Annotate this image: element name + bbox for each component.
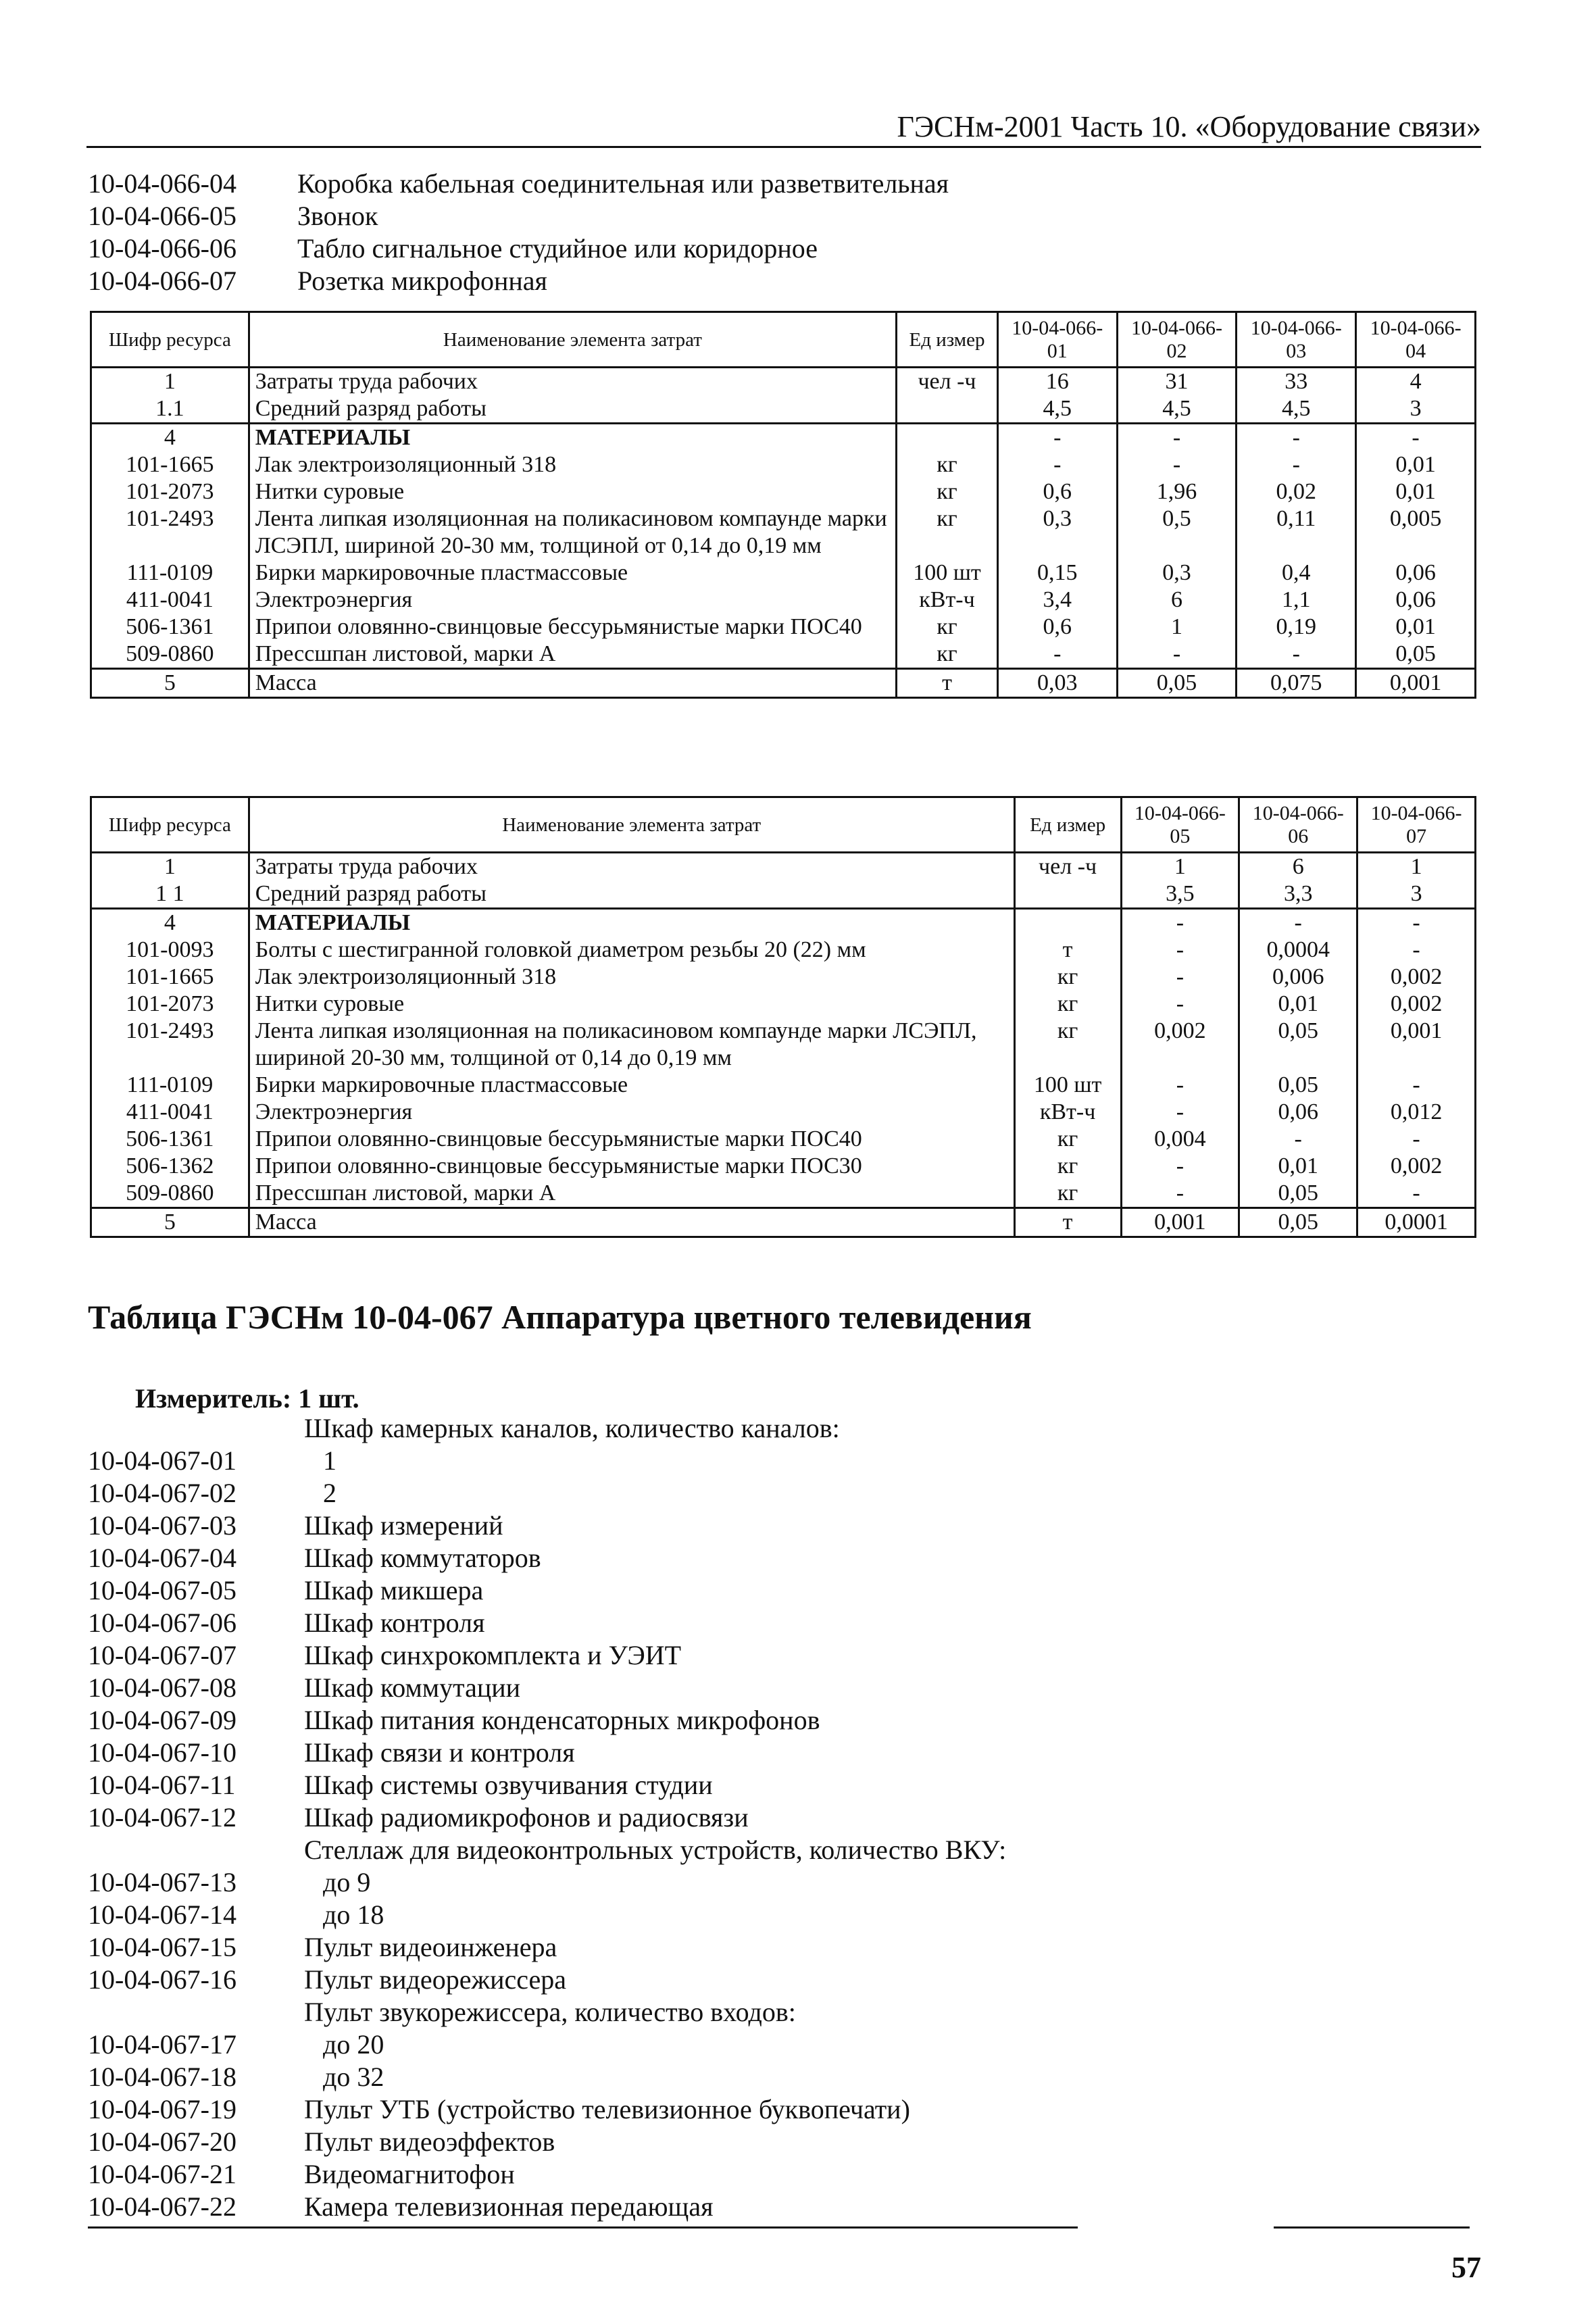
item-name: Видеомагнитофон [304,2159,515,2189]
item-name: Пульт УТБ (устройство телевизионное буквопечати) [304,2094,910,2124]
cell-unit: кг [897,641,998,669]
table-row [91,614,1476,641]
item-name: 1 [323,1445,336,1476]
cell-value: 0,03 [997,669,1117,698]
cell-code: 4 [91,909,249,937]
cell-value: - [997,641,1117,669]
table-row [91,880,1476,909]
item-code: 10-04-067-17 [88,2029,236,2060]
cell-name: МАТЕРИАЛЫ [249,424,896,452]
resource-table-2 [90,796,1476,1238]
cell-value: - [1357,909,1476,937]
column-header-code: Шифр ресурса [91,797,249,853]
cell-value: 1 [1121,853,1239,881]
cell-value: 4,5 [997,395,1117,424]
item-code [88,1412,304,1445]
cell-value: 6 [1117,587,1237,614]
cell-code: 506-1362 [91,1153,249,1180]
cell-unit: кг [897,505,998,559]
column-header-unit: Ед измер [1014,797,1121,853]
cell-code: 101-1665 [91,964,249,991]
cell-unit: кг [1014,1153,1121,1180]
table-row [91,991,1476,1018]
cell-value: - [1356,424,1476,452]
item-name: Шкаф измерений [304,1510,503,1541]
cell-code: 111-0109 [91,1072,249,1099]
cell-value: - [1357,937,1476,964]
cell-value: 1,1 [1237,587,1356,614]
cell-value: 0,02 [1237,478,1356,505]
cell-value: 0,01 [1239,991,1357,1018]
cell-code: 1.1 [91,395,249,424]
cell-value: 0,05 [1239,1072,1357,1099]
cell-unit [897,424,998,452]
section-meter: Измеритель: 1 шт. [135,1383,359,1414]
item-code: 10-04-066-05 [88,201,236,231]
column-header-norm: 10-04-066-04 [1356,312,1476,368]
cell-code: 1 1 [91,880,249,909]
item-name: Звонок [297,201,378,231]
list-item [88,1412,1006,1445]
item-code: 10-04-067-14 [88,1899,236,1930]
table-row [91,1018,1476,1072]
item-code: 10-04-067-16 [88,1964,236,1995]
table-row [91,937,1476,964]
cell-name: Средний разряд работы [249,395,896,424]
item-code: 10-04-067-05 [88,1575,236,1605]
item-name: Шкаф синхрокомплекта и УЭИТ [304,1640,682,1670]
cell-name: Масса [249,669,896,698]
list-item [88,2158,1006,2191]
cell-value: 16 [997,368,1117,396]
cell-code: 101-2493 [91,505,249,559]
cell-unit: кг [897,451,998,478]
cell-code: 509-0860 [91,641,249,669]
cell-value: 0,05 [1117,669,1237,698]
cell-value: 1,96 [1117,478,1237,505]
page-header-title: ГЭСНм-2001 Часть 10. «Оборудование связи» [897,110,1481,143]
item-name: Шкаф коммутаторов [304,1543,541,1573]
cell-value: 0,001 [1121,1208,1239,1237]
cell-name: Электроэнергия [249,1099,1014,1126]
cell-code: 411-0041 [91,1099,249,1126]
table-row [91,587,1476,614]
cell-unit: кг [1014,964,1121,991]
cell-code: 5 [91,1208,249,1237]
cell-value: 0,06 [1356,587,1476,614]
cell-code: 411-0041 [91,587,249,614]
item-name: до 32 [323,2062,384,2092]
cell-value: 0,001 [1357,1018,1476,1072]
cell-unit: 100 шт [1014,1072,1121,1099]
cell-unit: чел -ч [897,368,998,396]
cell-value: 0,5 [1117,505,1237,559]
cell-name: Припои оловянно-свинцовые бессурьмянистые марки ПОС30 [249,1153,1014,1180]
table-row [91,1180,1476,1208]
cell-unit: кг [1014,1180,1121,1208]
cell-value: 33 [1237,368,1356,396]
item-code: 10-04-067-19 [88,2094,236,2124]
cell-name: Припои оловянно-свинцовые бессурьмянистые марки ПОС40 [249,1126,1014,1153]
list-item [88,1704,1006,1737]
cell-value: - [997,451,1117,478]
item-code: 10-04-067-04 [88,1543,236,1573]
cell-value: 0,6 [997,478,1117,505]
cell-name: Средний разряд работы [249,880,1014,909]
cell-name: Лента липкая изоляционная на поликасиновом компаунде марки ЛСЭПЛ, шириной 20-30 мм, толщиной от 0,14 до 0,19 мм [249,505,896,559]
cell-value: - [1239,1126,1357,1153]
item-code: 10-04-067-01 [88,1445,236,1476]
cell-code: 101-0093 [91,937,249,964]
cell-value: - [1357,1126,1476,1153]
cell-name: Масса [249,1208,1014,1237]
cell-value: - [1239,909,1357,937]
table-row [91,505,1476,559]
table-row [91,669,1476,698]
cell-code: 101-2073 [91,991,249,1018]
column-header-unit: Ед измер [897,312,998,368]
item-code: 10-04-067-18 [88,2062,236,2092]
list-item [88,1801,1006,1834]
cell-name: Прессшпан листовой, марки А [249,1180,1014,1208]
item-name: Пульт видеоэффектов [304,2126,555,2157]
cell-value: 4,5 [1117,395,1237,424]
column-header-norm: 10-04-066-03 [1237,312,1356,368]
item-code: 10-04-066-04 [88,168,236,199]
cell-value: 0,004 [1121,1126,1239,1153]
column-header-norm: 10-04-066-02 [1117,312,1237,368]
list-item [88,2191,1006,2223]
cell-value: 6 [1239,853,1357,881]
cell-value: - [1117,641,1237,669]
item-name: Шкаф контроля [304,1608,485,1638]
item-name: Коробка кабельная соединительная или разветвительная [297,168,949,199]
cell-value: 0,0004 [1239,937,1357,964]
cell-unit: чел -ч [1014,853,1121,881]
list-item [88,1834,1006,1866]
cell-name: Лак электроизоляционный 318 [249,964,1014,991]
list-item [88,2126,1006,2158]
cell-code: 101-2493 [91,1018,249,1072]
table-row [91,1208,1476,1237]
table-row [91,964,1476,991]
cell-value: 31 [1117,368,1237,396]
list-item [88,1672,1006,1704]
cell-code: 1 [91,853,249,881]
item-name: Шкаф камерных каналов, количество каналов: [304,1413,840,1443]
cell-code: 1 [91,368,249,396]
cell-name: Лента липкая изоляционная на поликасиновом компаунде марки ЛСЭПЛ, шириной 20-30 мм, толщиной от 0,14 до 0,19 мм [249,1018,1014,1072]
cell-value: 0,001 [1356,669,1476,698]
item-name: Шкаф коммутации [304,1672,521,1703]
cell-value: 0,19 [1237,614,1356,641]
cell-value: 3 [1356,395,1476,424]
cell-value: 0,075 [1237,669,1356,698]
cell-code: 111-0109 [91,559,249,587]
cell-name: Лак электроизоляционный 318 [249,451,896,478]
cell-unit: кг [897,478,998,505]
table-row [91,1153,1476,1180]
list-item [88,1866,1006,1899]
list-item [88,1899,1006,1931]
table-row [91,1072,1476,1099]
cell-unit: кВт-ч [1014,1099,1121,1126]
cell-value: 0,002 [1357,1153,1476,1180]
cell-value: 0,006 [1239,964,1357,991]
cell-name: Припои оловянно-свинцовые бессурьмянистые марки ПОС40 [249,614,896,641]
cell-value: - [1121,1072,1239,1099]
table-row [91,478,1476,505]
cell-value: 0,05 [1239,1018,1357,1072]
cell-name: Прессшпан листовой, марки А [249,641,896,669]
cell-value: 0,01 [1239,1153,1357,1180]
cell-value: - [997,424,1117,452]
cell-value: - [1117,451,1237,478]
list-item [88,1964,1006,1996]
cell-value: 0,06 [1239,1099,1357,1126]
table-row [91,368,1476,396]
column-header-norm: 10-04-066-06 [1239,797,1357,853]
item-name: Табло сигнальное студийное или коридорное [297,233,818,264]
cell-value: 0,05 [1239,1180,1357,1208]
footer-rule-right [1274,2226,1470,2229]
cell-value: 0,05 [1239,1208,1357,1237]
list-item [88,200,949,232]
table-row [91,853,1476,881]
cell-unit: кг [1014,1126,1121,1153]
section-title: Таблица ГЭСНм 10-04-067 Аппаратура цветного телевидения [88,1298,1032,1336]
item-code: 10-04-067-15 [88,1932,236,1962]
cell-value: 0,002 [1357,964,1476,991]
cell-value: 0,05 [1356,641,1476,669]
page-number: 57 [1451,2251,1481,2284]
cell-value: 0,11 [1237,505,1356,559]
table-row [91,1099,1476,1126]
section-code-list [88,1412,1006,2223]
cell-value: 0,01 [1356,451,1476,478]
cell-name: Затраты труда рабочих [249,853,1014,881]
table-row [91,559,1476,587]
list-item [88,1996,1006,2028]
cell-value: 1 [1117,614,1237,641]
list-item [88,1931,1006,1964]
table-row [91,1126,1476,1153]
cell-value: 0,3 [1117,559,1237,587]
cell-value: 0,0001 [1357,1208,1476,1237]
item-name: до 20 [323,2029,384,2060]
table-row [91,641,1476,669]
column-header-norm: 10-04-066-05 [1121,797,1239,853]
intro-code-list [88,168,949,297]
cell-code: 509-0860 [91,1180,249,1208]
list-item [88,232,949,265]
cell-value: 3,5 [1121,880,1239,909]
item-name: 2 [323,1478,336,1508]
list-item [88,2061,1006,2093]
table-row [91,451,1476,478]
cell-unit [1014,880,1121,909]
cell-value: 3,3 [1239,880,1357,909]
item-code: 10-04-067-10 [88,1737,236,1768]
item-code: 10-04-067-09 [88,1705,236,1735]
resource-table-1 [90,311,1476,699]
cell-code: 5 [91,669,249,698]
column-header-norm: 10-04-066-07 [1357,797,1476,853]
cell-code: 506-1361 [91,614,249,641]
item-name: Розетка микрофонная [297,266,547,296]
list-item [88,1445,1006,1477]
list-item [88,1639,1006,1672]
item-name: Стеллаж для видеоконтрольных устройств, количество ВКУ: [304,1835,1007,1865]
cell-code: 506-1361 [91,1126,249,1153]
list-item [88,1737,1006,1769]
cell-unit: кг [897,614,998,641]
cell-unit: кг [1014,991,1121,1018]
item-name: Камера телевизионная передающая [304,2191,714,2222]
cell-value: 0,005 [1356,505,1476,559]
cell-code: 101-1665 [91,451,249,478]
table-row [91,909,1476,937]
list-item [88,265,949,297]
item-code: 10-04-067-06 [88,1608,236,1638]
cell-code: 4 [91,424,249,452]
list-item [88,1510,1006,1542]
list-item [88,168,949,200]
item-name: Пульт звукорежиссера, количество входов: [304,1997,796,2027]
cell-value: - [1237,641,1356,669]
item-code [88,1834,304,1866]
cell-value: 0,01 [1356,614,1476,641]
cell-value: 0,06 [1356,559,1476,587]
footer-rule-left [88,2226,1078,2229]
cell-value: - [1357,1180,1476,1208]
cell-value: 1 [1357,853,1476,881]
list-item [88,1607,1006,1639]
item-name: Пульт видеоинженера [304,1932,557,1962]
cell-value: - [1357,1072,1476,1099]
cell-value: - [1121,909,1239,937]
cell-value: - [1121,1153,1239,1180]
list-item [88,1574,1006,1607]
table-row [91,424,1476,452]
cell-unit: т [897,669,998,698]
cell-value: - [1237,451,1356,478]
item-name: Шкаф радиомикрофонов и радиосвязи [304,1802,749,1833]
cell-value: 4 [1356,368,1476,396]
cell-name: Бирки маркировочные пластмассовые [249,1072,1014,1099]
cell-value: 0,6 [997,614,1117,641]
cell-unit [1014,909,1121,937]
cell-value: - [1117,424,1237,452]
item-code: 10-04-067-08 [88,1672,236,1703]
cell-name: МАТЕРИАЛЫ [249,909,1014,937]
cell-name: Бирки маркировочные пластмассовые [249,559,896,587]
item-name: Шкаф микшера [304,1575,484,1605]
cell-value: 0,002 [1121,1018,1239,1072]
cell-value: 0,002 [1357,991,1476,1018]
cell-value: - [1121,1099,1239,1126]
item-name: до 18 [323,1899,384,1930]
item-code: 10-04-067-21 [88,2159,236,2189]
item-code: 10-04-067-20 [88,2126,236,2157]
item-code: 10-04-067-11 [88,1770,236,1800]
item-code: 10-04-067-02 [88,1478,236,1508]
item-code: 10-04-067-13 [88,1867,236,1897]
cell-unit: кг [1014,1018,1121,1072]
item-code: 10-04-067-12 [88,1802,236,1833]
list-item [88,2028,1006,2061]
cell-unit: кВт-ч [897,587,998,614]
column-header-name: Наименование элемента затрат [249,797,1014,853]
cell-unit: 100 шт [897,559,998,587]
header-divider [86,146,1481,148]
item-name: Шкаф системы озвучивания студии [304,1770,713,1800]
cell-value: 0,15 [997,559,1117,587]
cell-name: Затраты труда рабочих [249,368,896,396]
list-item [88,1769,1006,1801]
cell-value: 4,5 [1237,395,1356,424]
cell-value: 0,4 [1237,559,1356,587]
item-name: Шкаф питания конденсаторных микрофонов [304,1705,820,1735]
cell-value: - [1121,964,1239,991]
list-item [88,1542,1006,1574]
item-name: Пульт видеорежиссера [304,1964,566,1995]
cell-name: Электроэнергия [249,587,896,614]
list-item [88,2093,1006,2126]
cell-unit [897,395,998,424]
cell-value: 0,3 [997,505,1117,559]
cell-value: 3,4 [997,587,1117,614]
item-name: до 9 [323,1867,371,1897]
cell-name: Болты с шестигранной головкой диаметром резьбы 20 (22) мм [249,937,1014,964]
item-code: 10-04-067-03 [88,1510,236,1541]
column-header-name: Наименование элемента затрат [249,312,896,368]
cell-value: 3 [1357,880,1476,909]
cell-value: - [1237,424,1356,452]
cell-code: 101-2073 [91,478,249,505]
cell-value: 0,01 [1356,478,1476,505]
item-code: 10-04-067-22 [88,2191,236,2222]
column-header-norm: 10-04-066-01 [997,312,1117,368]
item-code: 10-04-067-07 [88,1640,236,1670]
item-code [88,1996,304,2028]
item-code: 10-04-066-06 [88,233,236,264]
cell-value: - [1121,937,1239,964]
item-code: 10-04-066-07 [88,266,236,296]
item-name: Шкаф связи и контроля [304,1737,575,1768]
cell-name: Нитки суровые [249,991,1014,1018]
cell-value: - [1121,991,1239,1018]
column-header-code: Шифр ресурса [91,312,249,368]
table-row [91,395,1476,424]
cell-unit: т [1014,937,1121,964]
cell-value: 0,012 [1357,1099,1476,1126]
cell-name: Нитки суровые [249,478,896,505]
cell-unit: т [1014,1208,1121,1237]
cell-value: - [1121,1180,1239,1208]
list-item [88,1477,1006,1510]
